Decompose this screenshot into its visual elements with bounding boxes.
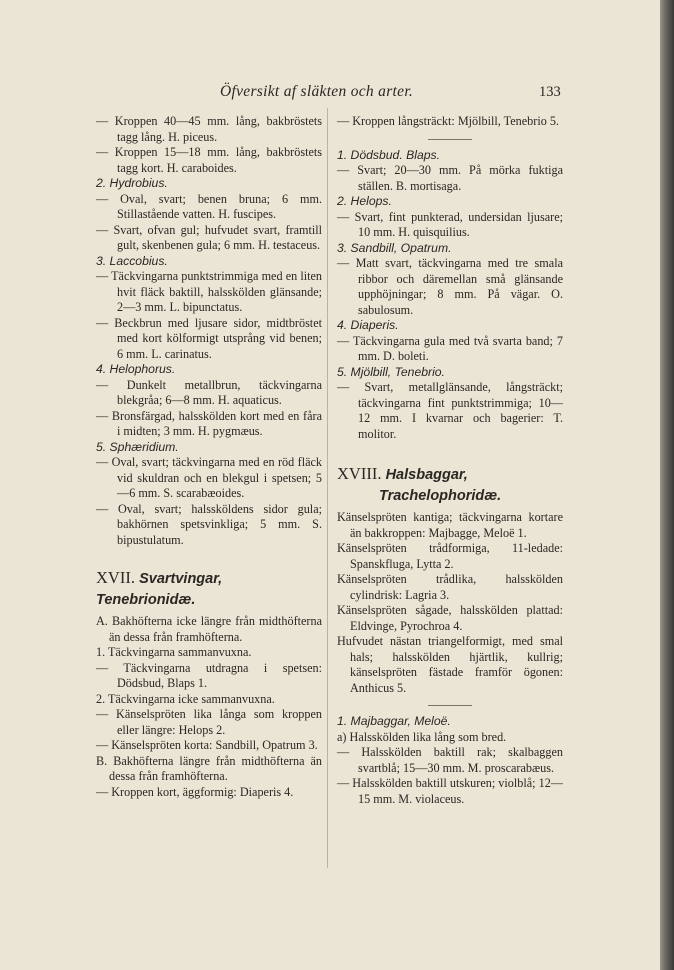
page-number: 133 — [539, 84, 561, 100]
species-entry: — Matt svart, täckvingarna med tre smala ribbor och däremellan små glänsande upphöjningar; 8 mm. På vägar. O. sabulosum. — [337, 256, 563, 317]
species-entry: — Täckvingarna utdragna i spetsen: Dödsbud, Blaps 1. — [96, 660, 322, 690]
species-entry: — Oval, svart; halssköldens sidor gula; bakhörnen spetsvinkliga; 5 mm. S. bipustulatum. — [96, 501, 322, 547]
species-entry: — Kroppen långsträckt: Mjölbill, Tenebrio 5. — [337, 114, 559, 128]
right-column — [337, 114, 563, 807]
section-title: Svartvingar, Tenebrionidæ. — [96, 571, 223, 608]
species-entry: — Kroppen 40—45 mm. lång, bakbröstets tagg lång. H. piceus. — [96, 114, 322, 144]
key-entry: Känselspröten trådformiga, 11-ledade: Spanskfluga, Lytta 2. — [337, 541, 563, 571]
species-entry: — Täckvingarna gula med två svarta band; 7 mm. D. boleti. — [337, 333, 563, 363]
species-entry: — Känselspröten korta: Sandbill, Opatrum 3. — [96, 738, 318, 752]
key-entry: 1. Täckvingarna sammanvuxna. — [96, 645, 252, 659]
running-title: Öfversikt af släkten och arter. — [220, 83, 414, 100]
genus-heading: 5. Mjölbill, Tenebrio. — [337, 364, 445, 379]
species-entry: — Svart, fint punkterad, undersidan ljusare; 10 mm. H. quisquilius. — [337, 209, 563, 239]
page-edge — [660, 0, 674, 970]
page-header — [0, 83, 660, 103]
genus-heading: 1. Majbaggar, Meloë. — [337, 714, 451, 728]
species-entry: — Beckbrun med ljusare sidor, midtbröstet med kort kölformigt utsprång vid benen; 6 mm. L. carinatus. — [96, 315, 322, 361]
species-entry: — Svart; 20—30 mm. På mörka fuktiga ställen. B. mortisaga. — [337, 163, 563, 193]
section-heading — [96, 568, 322, 610]
section-heading — [337, 464, 563, 506]
species-entry: — Svart, ofvan gul; hufvudet svart, framtill gult, skenbenen gula; 6 mm. H. testaceus. — [96, 222, 322, 252]
species-entry: — Halsskölden baktill rak; skalbaggen svartblå; 15—30 mm. M. proscarabæus. — [337, 745, 563, 775]
left-column — [96, 114, 322, 800]
separator-rule — [428, 705, 472, 706]
separator-rule — [428, 139, 472, 140]
key-entry: A. Bakhöfterna icke längre från midthöfterna än dessa från framhöfterna. — [96, 614, 322, 644]
species-entry: — Täckvingarna punktstrimmiga med en liten hvit fläck baktill, halsskölden glänsande; 2—3 mm. L. bipunctatus. — [96, 269, 322, 314]
section-number: XVIII. — [337, 464, 382, 483]
section-title: Halsbaggar, Trachelophoridæ. — [379, 467, 502, 504]
key-entry: Känselspröten kantiga; täckvingarna kortare än bakkroppen: Majbagge, Meloë 1. — [337, 510, 563, 540]
genus-heading: 1. Dödsbud. Blaps. — [337, 147, 440, 162]
genus-heading: 3. Laccobius. — [96, 253, 168, 268]
key-entry: a) Halsskölden lika lång som bred. — [337, 729, 507, 744]
genus-heading: 4. Diaperis. — [337, 318, 399, 332]
column-rule — [327, 108, 328, 868]
key-entry: B. Bakhöfterna längre från midthöfterna än dessa från framhöfterna. — [96, 753, 322, 783]
species-entry: — Oval, svart; täckvingarna med en röd fläck vid skuldran och en blekgul i spetsen; 5—6 mm. S. scarabæoides. — [96, 455, 322, 500]
genus-heading: 2. Hydrobius. — [96, 176, 168, 190]
species-entry: — Halsskölden baktill utskuren; violblå; 12—15 mm. M. violaceus. — [337, 776, 563, 806]
genus-heading: 5. Sphæridium. — [96, 439, 179, 454]
key-entry: 2. Täckvingarna icke sammanvuxna. — [96, 691, 275, 706]
genus-heading: 4. Helophorus. — [96, 362, 176, 376]
genus-heading: 3. Sandbill, Opatrum. — [337, 240, 452, 255]
species-entry: — Kroppen kort, äggformig: Diaperis 4. — [96, 784, 294, 799]
species-entry: — Oval, svart; benen bruna; 6 mm. Stillastående vatten. H. fuscipes. — [96, 191, 322, 221]
key-entry: Hufvudet nästan triangelformigt, med smal hals; halsskölden hjärtlik, kullrig; känselspröten fästade framför ögonen: Anthicus 5. — [337, 634, 563, 695]
species-entry: — Bronsfärgad, halsskölden kort med en fåra i midten; 3 mm. H. pygmæus. — [96, 408, 322, 438]
genus-heading: 2. Helops. — [337, 194, 392, 208]
species-entry: — Dunkelt metallbrun, täckvingarna blekgråa; 6—8 mm. H. aquaticus. — [96, 377, 322, 407]
section-number: XVII. — [96, 568, 135, 587]
species-entry: — Kroppen 15—18 mm. lång, bakbröstets tagg kort. H. caraboides. — [96, 145, 322, 175]
species-entry: — Svart, metallglänsande, långsträckt; täckvingarna fint punktstrimmiga; 10—12 mm. I kvarnar och bagerier: T. molitor. — [337, 380, 563, 441]
species-entry: — Känselspröten lika långa som kroppen eller längre: Helops 2. — [96, 707, 322, 737]
key-entry: Känselspröten trådlika, halsskölden cylindrisk: Lagria 3. — [337, 572, 563, 602]
key-entry: Känselspröten sågade, halsskölden plattad: Eldvinge, Pyrochroa 4. — [337, 603, 563, 633]
